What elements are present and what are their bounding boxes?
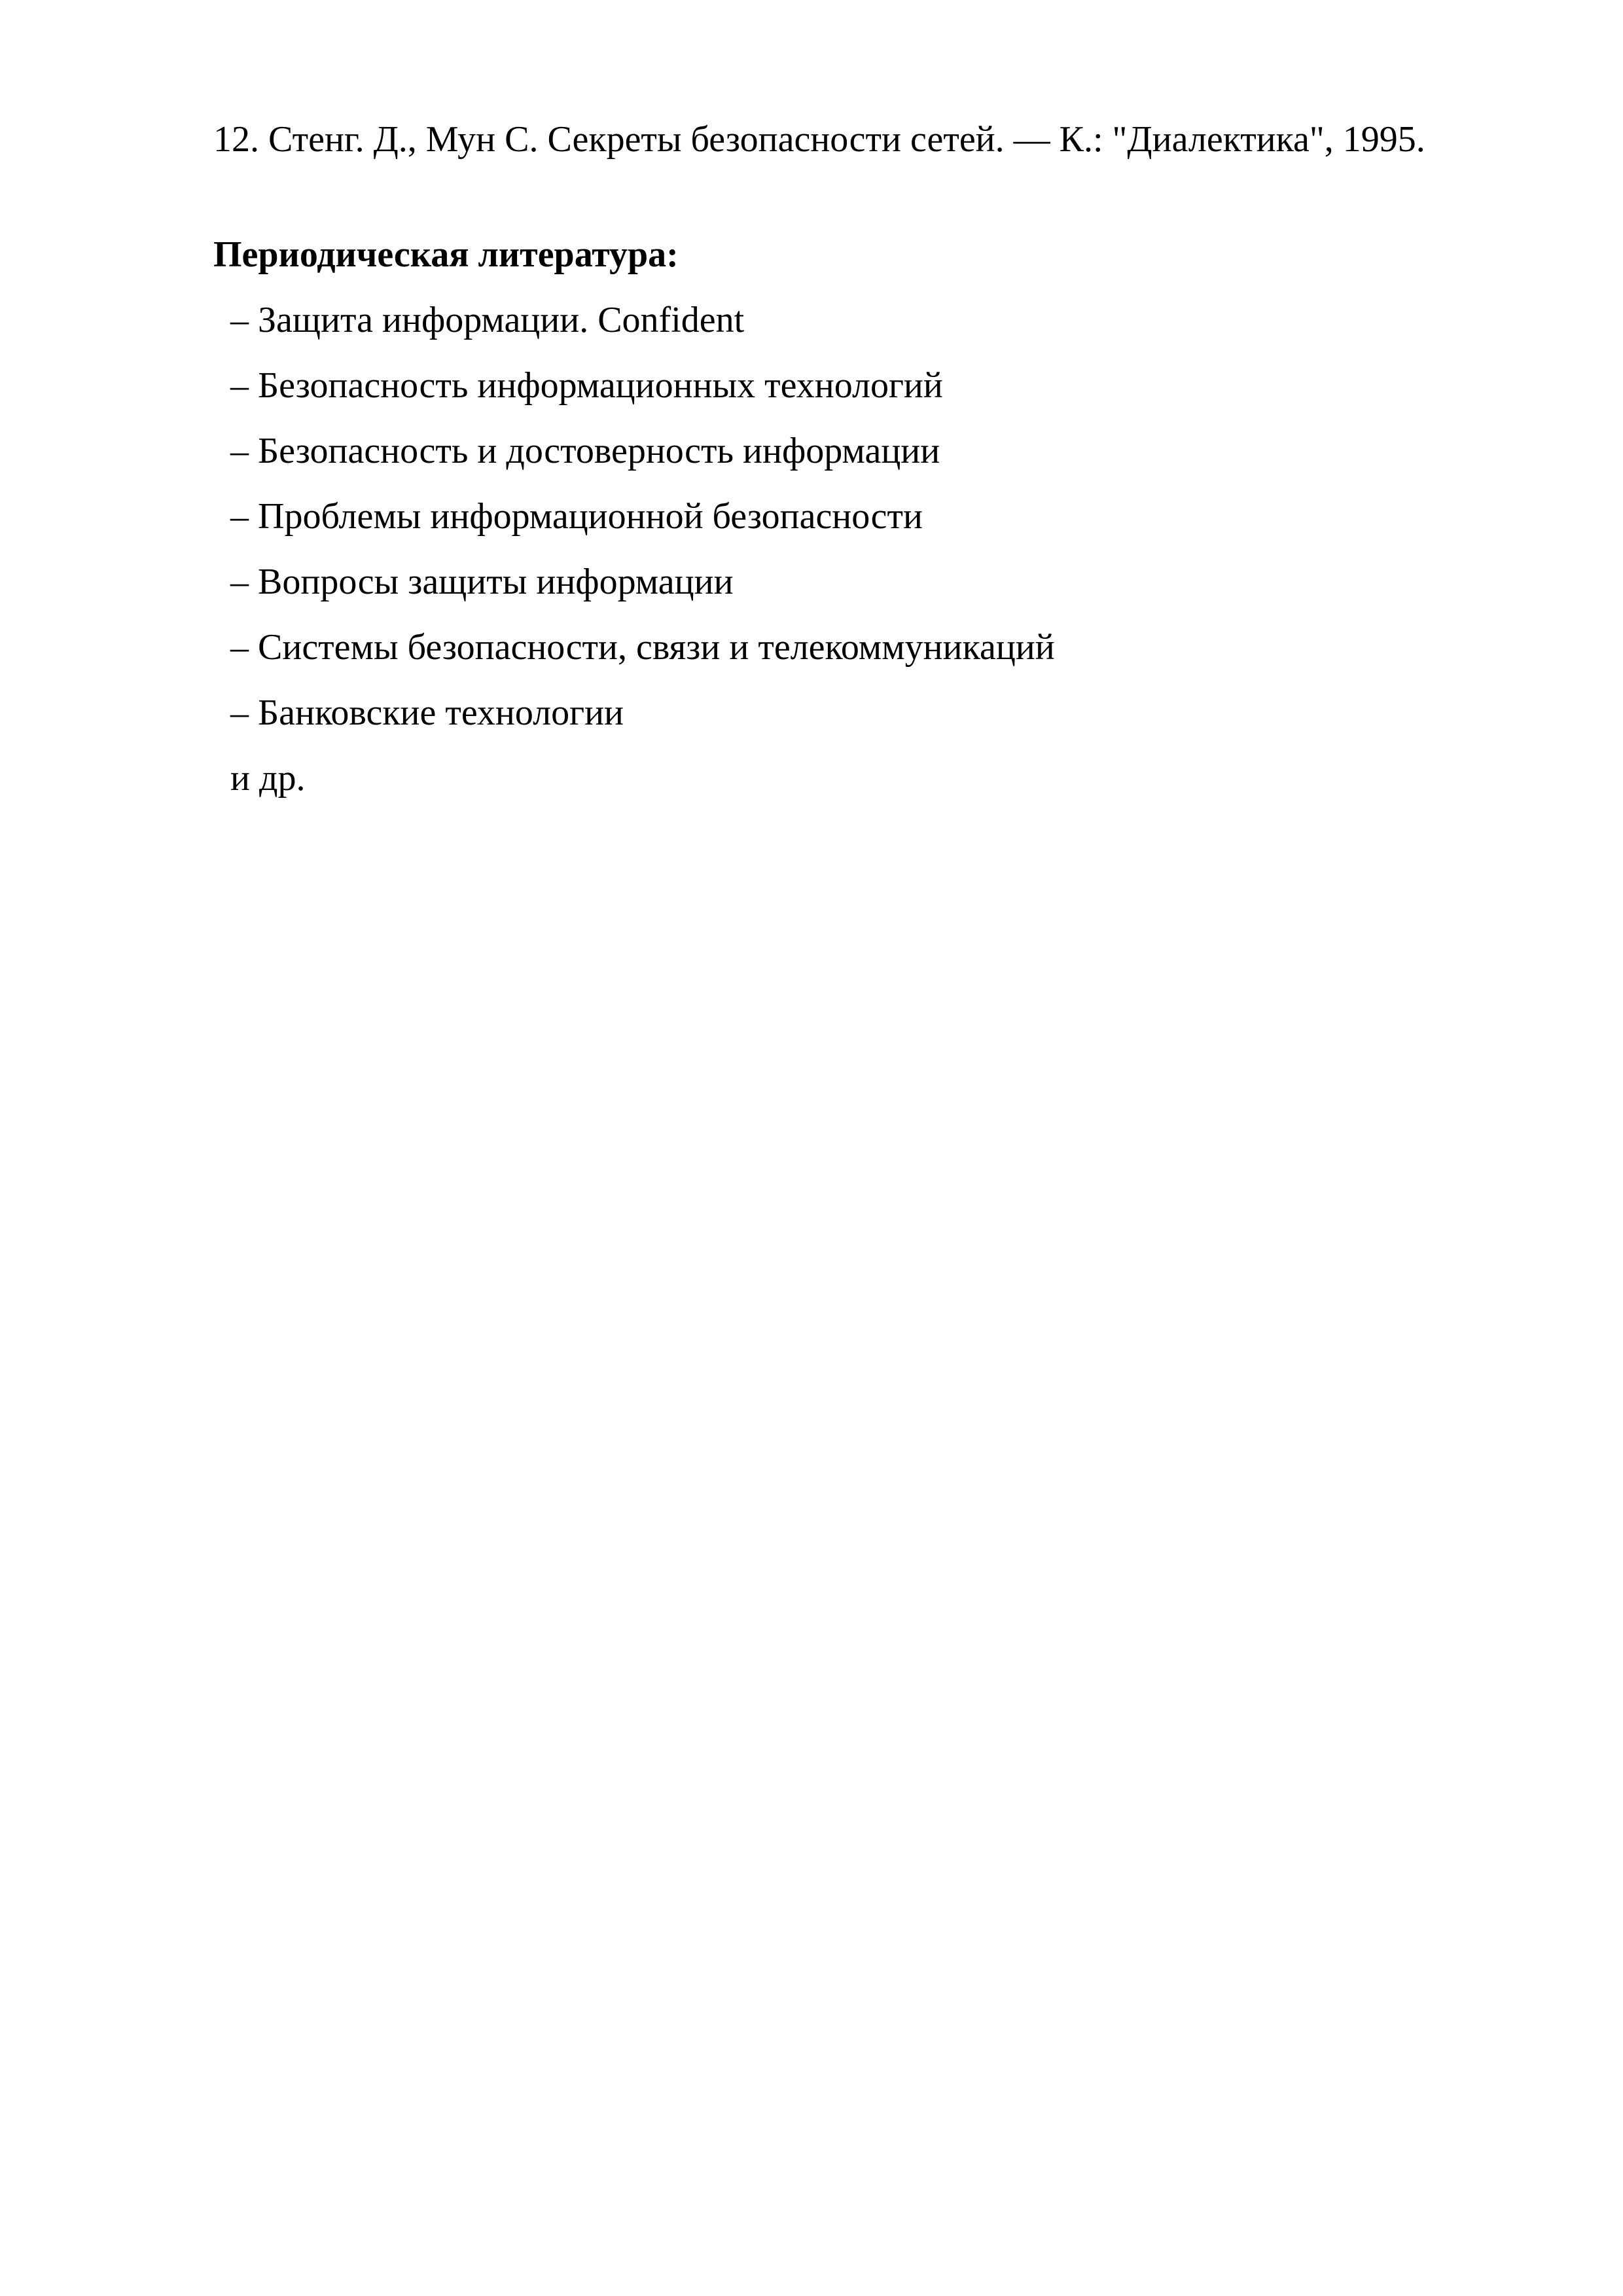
periodical-item: – Банковские технологии bbox=[230, 692, 624, 733]
periodical-item: – Вопросы защиты информации bbox=[230, 562, 734, 602]
page-content bbox=[213, 117, 1489, 801]
periodicals-list bbox=[213, 297, 1489, 736]
periodical-item: – Защита информации. Confident bbox=[230, 300, 745, 340]
periodical-item: – Безопасность и достоверность информации bbox=[230, 431, 940, 471]
closing-etc: и др. bbox=[230, 758, 306, 798]
periodical-item: – Проблемы информационной безопасности bbox=[230, 496, 923, 537]
periodicals-heading: Периодическая литература: bbox=[213, 234, 679, 275]
reference-item-12: 12. Стенг. Д., Мун С. Секреты безопасности сетей. — К.: "Диалектика", 1995. bbox=[213, 119, 1425, 160]
periodical-item: – Безопасность информационных технологий bbox=[230, 365, 943, 406]
periodical-item: – Системы безопасности, связи и телекоммуникаций bbox=[230, 627, 1055, 668]
